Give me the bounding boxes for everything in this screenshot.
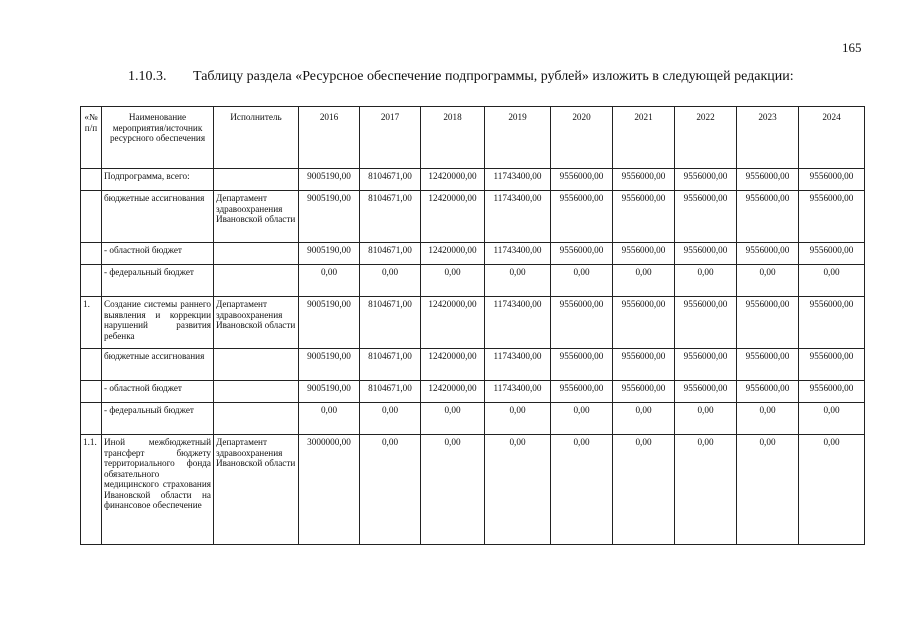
row-value: 11743400,00 [485,381,551,403]
row-value: 9556000,00 [551,191,613,243]
row-executor [214,169,299,191]
row-value: 9556000,00 [799,243,865,265]
row-value: 0,00 [421,265,485,297]
header-year: 2017 [360,107,421,169]
row-value: 0,00 [551,265,613,297]
row-value: 0,00 [485,435,551,545]
row-value: 8104671,00 [360,381,421,403]
row-executor [214,265,299,297]
row-value: 11743400,00 [485,349,551,381]
row-value: 0,00 [485,403,551,435]
row-value: 8104671,00 [360,169,421,191]
row-value: 0,00 [299,265,360,297]
row-executor: Департамент здравоохранения Ивановской области [214,297,299,349]
row-value: 9556000,00 [613,297,675,349]
header-year: 2023 [737,107,799,169]
row-value: 0,00 [799,265,865,297]
row-value: 0,00 [675,435,737,545]
row-value: 9556000,00 [675,381,737,403]
row-value: 0,00 [360,265,421,297]
row-value: 0,00 [737,435,799,545]
row-value: 0,00 [299,403,360,435]
row-number [81,243,102,265]
row-value: 12420000,00 [421,297,485,349]
table-row [81,403,865,435]
row-value: 9556000,00 [613,243,675,265]
table-row [81,265,865,297]
table-header-row [81,107,865,169]
row-value: 9556000,00 [799,297,865,349]
row-value: 9556000,00 [737,349,799,381]
table-row [81,349,865,381]
row-value: 9005190,00 [299,349,360,381]
row-value: 9556000,00 [737,191,799,243]
header-year: 2022 [675,107,737,169]
resource-table [80,106,865,545]
table-row [81,243,865,265]
row-number: 1.1. [81,435,102,545]
row-value: 12420000,00 [421,191,485,243]
row-value: 8104671,00 [360,349,421,381]
page-number: 165 [842,40,862,55]
row-value: 11743400,00 [485,169,551,191]
row-executor [214,403,299,435]
row-value: 9556000,00 [737,381,799,403]
row-value: 12420000,00 [421,349,485,381]
header-year: 2016 [299,107,360,169]
row-value: 9556000,00 [551,297,613,349]
table-row [81,169,865,191]
row-number [81,403,102,435]
row-value: 0,00 [360,435,421,545]
row-value: 0,00 [613,265,675,297]
row-value: 0,00 [421,403,485,435]
row-number: 1. [81,297,102,349]
row-number [81,349,102,381]
row-value: 12420000,00 [421,169,485,191]
row-executor: Департамент здравоохранения Ивановской области [214,435,299,545]
row-value: 9556000,00 [551,169,613,191]
row-name: бюджетные ассигнования [102,349,214,381]
row-value: 0,00 [551,403,613,435]
row-value: 9556000,00 [799,169,865,191]
row-value: 0,00 [421,435,485,545]
header-year: 2020 [551,107,613,169]
row-value: 0,00 [485,265,551,297]
row-value: 9556000,00 [799,191,865,243]
row-name: - федеральный бюджет [102,265,214,297]
header-executor: Исполнитель [214,107,299,169]
table-row [81,381,865,403]
row-value: 9005190,00 [299,169,360,191]
row-value: 9556000,00 [613,381,675,403]
header-year: 2018 [421,107,485,169]
row-number [81,265,102,297]
table-row [81,297,865,349]
row-number [81,169,102,191]
header-no: «№ п/п [81,107,102,169]
row-name: - областной бюджет [102,243,214,265]
row-value: 0,00 [737,403,799,435]
row-value: 0,00 [360,403,421,435]
row-value: 12420000,00 [421,381,485,403]
row-value: 9556000,00 [675,349,737,381]
row-value: 9556000,00 [675,191,737,243]
row-value: 11743400,00 [485,243,551,265]
row-value: 9556000,00 [551,381,613,403]
row-value: 11743400,00 [485,297,551,349]
row-value: 9556000,00 [799,349,865,381]
row-value: 9556000,00 [737,169,799,191]
row-value: 9556000,00 [613,169,675,191]
header-year: 2024 [799,107,865,169]
section-number: 1.10.3. [128,69,167,84]
row-name: - областной бюджет [102,381,214,403]
row-value: 9556000,00 [551,243,613,265]
row-value: 9556000,00 [551,349,613,381]
table-row [81,191,865,243]
row-value: 9556000,00 [737,243,799,265]
header-name: Наименование мероприятия/источник ресурсного обеспечения [102,107,214,169]
row-value: 8104671,00 [360,191,421,243]
row-value: 9005190,00 [299,297,360,349]
row-name: бюджетные ассигнования [102,191,214,243]
row-value: 9556000,00 [675,169,737,191]
row-value: 9556000,00 [675,243,737,265]
row-value: 0,00 [675,403,737,435]
header-year: 2021 [613,107,675,169]
row-value: 11743400,00 [485,191,551,243]
row-value: 0,00 [613,435,675,545]
row-value: 0,00 [799,435,865,545]
row-executor: Департамент здравоохранения Ивановской области [214,191,299,243]
row-number [81,191,102,243]
row-value: 9556000,00 [799,381,865,403]
row-value: 0,00 [551,435,613,545]
row-value: 9556000,00 [613,191,675,243]
row-executor [214,349,299,381]
row-value: 0,00 [737,265,799,297]
row-name: Иной межбюджетный трансферт бюджету территориального фонда обязательного медицинского страхования Ивановской области на финансовое обеспечение [102,435,214,545]
row-name: - федеральный бюджет [102,403,214,435]
row-value: 9005190,00 [299,191,360,243]
table-row [81,435,865,545]
row-value: 12420000,00 [421,243,485,265]
section-heading [128,69,794,85]
section-title: Таблицу раздела «Ресурсное обеспечение подпрограммы, рублей» изложить в следующей редакции: [193,69,794,84]
row-executor [214,381,299,403]
row-value: 8104671,00 [360,297,421,349]
row-value: 9556000,00 [613,349,675,381]
row-value: 8104671,00 [360,243,421,265]
row-value: 9005190,00 [299,243,360,265]
row-name: Подпрограмма, всего: [102,169,214,191]
row-value: 0,00 [799,403,865,435]
header-year: 2019 [485,107,551,169]
row-value: 0,00 [613,403,675,435]
row-number [81,381,102,403]
row-value: 9556000,00 [737,297,799,349]
row-value: 9556000,00 [675,297,737,349]
row-value: 3000000,00 [299,435,360,545]
row-executor [214,243,299,265]
row-name: Создание системы раннего выявления и коррекции нарушений развития ребенка [102,297,214,349]
row-value: 0,00 [675,265,737,297]
row-value: 9005190,00 [299,381,360,403]
